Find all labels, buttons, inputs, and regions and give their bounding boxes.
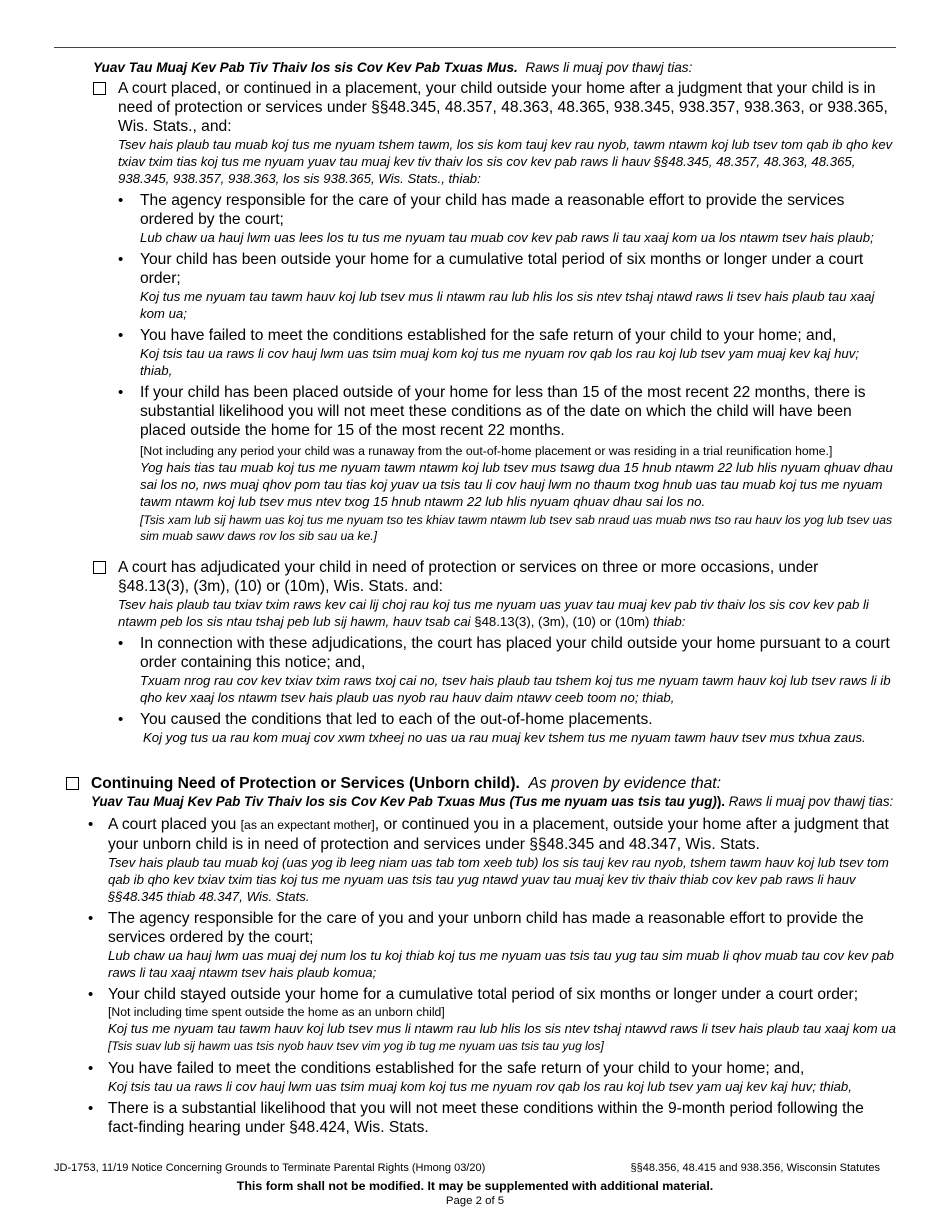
option-unborn-child xyxy=(66,774,896,811)
bullet-icon: • xyxy=(118,635,124,652)
form-id: JD-1753, 11/19 Notice Concerning Grounds to Terminate Parental Rights (Hmong 03/20) xyxy=(54,1162,486,1174)
bullet-icon: • xyxy=(118,251,124,268)
bullet-icon: • xyxy=(118,711,124,728)
list-item: • In connection with these adjudications, the court has placed your child outside your home pursuant to a court order containing this notice; and, Txuam nrog rau cov kev txiav txim raws txoj cai no, tsev hais plaub tau tshem koj tus me nyuam tawm hauv koj lub tsev raws li ib qho kev xaaj los ntawm tsev hais plaub uas nyob rau hauv daim ntawv ceeb toom no; thiab, xyxy=(118,635,891,705)
note: [Not including time spent outside the home as an unborn child] xyxy=(108,1005,445,1019)
option-placement-judgment xyxy=(93,79,893,544)
statutes: §§48.356, 48.415 and 938.356, Wisconsin Statutes xyxy=(630,1162,880,1174)
option-three-adjudications xyxy=(93,558,893,746)
top-divider xyxy=(54,47,896,48)
list-item: • You have failed to meet the conditions established for the safe return of your child to your home; and, Koj tsis tau ua raws li cov hauj lwm uas tsim muaj kom koj tus me nyuam rov qab los rau koj lub tsev yam uaj kev kaj huv; thiab, xyxy=(88,1060,852,1094)
list-item: • There is a substantial likelihood that you will not meet these conditions within the 9-month period following the fact-finding hearing under §48.424, Wis. Stats. xyxy=(88,1100,864,1136)
note-hmong: [Tsis xam lub sij hawm uas koj tus me nyuam tso tes khiav tawm ntawm lub tsev sab nraud uas muab nws tso rau hauv los yog lub tsev uas sim muab sawv daws rov los sib sau ua ke.] xyxy=(140,513,893,543)
bullet-icon: • xyxy=(118,192,124,209)
list-item: • If your child has been placed outside of your home for less than 15 of the most recent 22 months, there is substantial likelihood you will not meet these conditions as of the date on which the child will have been placed outside the home for 15 of the most recent 22 months. [Not including any period your child was a runaway from the out-of-home placement or was residing in a trial reunification home.] Yog hais tias tau muab koj tus me nyuam tawm ntawm koj lub tsev mus tsawg dua 15 hnub ntawm 22 lub hlis nyuam qhuav dhau sai los no, nws muaj qhov pom tau tias koj yuav ua tsis tau li cov hauj lwm no thaum txog hnub uas tau muab koj tus me nyuam tawm ntawm koj lub tsev mus ntev txog 15 hnub ntawm 22 lub hlis nyuam qhuav dhau sai los no. [Tsis xam lub sij hawm uas koj tus me nyuam tso tes khiav tawm ntawm lub tsev sab nraud uas muab nws tso rau hauv los yog lub tsev uas sim muab sawv daws rov los sib sau ua ke.] xyxy=(118,384,893,543)
list-item: • A court placed you [as an expectant mother], or continued you in a placement, outside your home after a judgment that your unborn child is in need of protection and services under §§48.345 and 48.347, Wis. Stats. Tsev hais plaub tau muab koj (uas yog ib leeg niam uas tab tom xeeb tub) los sis tauj kev rau nyob, tshem tawm hauv koj lub tsev tom qab ib qho kev txiav txim tias koj tus me nyuam uas tsis tau yug ntawd yuav tau muaj kev tiv thaiv thiab cov kev pab raws li hauv §§48.345 thiab 48.347, Wis. Stats. xyxy=(88,816,889,904)
note: [Not including any period your child was a runaway from the out-of-home placement or was residing in a trial reunification home.] xyxy=(140,444,833,458)
list-item: • Your child has been outside your home for a cumulative total period of six months or longer under a court order; Koj tus me nyuam tau tawm hauv koj lub tsev mus li ntawm rau lub hlis los sis ntev tshaj ntawd raws li tsev hais plaub tau xaaj kom ua; xyxy=(118,251,875,321)
list-item: • Your child stayed outside your home for a cumulative total period of six months or longer under a court order; [Not including time spent outside the home as an unborn child] Koj tus me nyuam tau tawm hauv koj lub tsev mus li ntawm rau lub hlis los sis ntev tshaj ntawvd raws li tsev hais plaub tau xaaj kom ua [Tsis suav lub sij hawm uas tsis nyob hauv tsev vim yog ib tug me nyuam uas tsis tau yug los] xyxy=(88,986,896,1053)
list-item: • You have failed to meet the conditions established for the safe return of your child to your home; and, Koj tsis tau ua raws li cov hauj lwm uas tsim muaj kom koj tus me nyuam rov qab los rau koj lub tsev yam muaj kev kaj huv; thiab, xyxy=(118,327,859,378)
bullet-icon: • xyxy=(88,986,94,1003)
section-heading-rest: Raws li muaj pov thawj tias: xyxy=(525,60,693,75)
section-continuing-need xyxy=(93,59,893,746)
option-text: A court placed, or continued in a placement, your child outside your home after a judgment that your child is in need of protection or services under §§48.345, 48.357, 48.363, 48.365, 938.345, 938.357, 938.363, or 938.365, Wis. Stats., and: xyxy=(118,80,888,135)
bullet-icon: • xyxy=(88,816,94,833)
bullet-icon: • xyxy=(88,1060,94,1077)
placement-judgment-checkbox[interactable] xyxy=(93,82,106,95)
list-item: • The agency responsible for the care of you and your unborn child has made a reasonable effort to provide the services ordered by the court; Lub chaw ua hauj lwm uas muaj dej num los tu koj thiab koj tus me nyuam uas tsis tau yug tau sim muab li qhov muab tau cov kev pab raws li tau xaaj ntawm tsev hais plaub komua; xyxy=(88,910,894,980)
list-item: • You caused the conditions that led to each of the out-of-home placements. Koj yog tus ua rau kom muaj cov xwm txheej no uas ua rau muaj kev tshem tus me nyuam tawm hauv tsev mus txhua zaus. xyxy=(118,711,866,745)
unborn-title: Continuing Need of Protection or Services (Unborn child). As proven by evidence that: xyxy=(91,775,721,792)
bullet-icon: • xyxy=(88,1100,94,1117)
three-adjudications-checkbox[interactable] xyxy=(93,561,106,574)
bullet-icon: • xyxy=(118,384,124,401)
section-heading xyxy=(93,59,893,77)
list-item: • The agency responsible for the care of your child has made a reasonable effort to provide the services ordered by the court; Lub chaw ua hauj lwm uas lees los tu tus me nyuam tau muab cov kev pab raws li tau xaaj kom ua los ntawm tsev hais plaub; xyxy=(118,192,874,245)
unborn-hmong-title: Yuav Tau Muaj Kev Pab Tiv Thaiv los sis Cov Kev Pab Txuas Mus (Tus me nyuam uas tsis tau yug)). Raws li muaj pov thawj tias: xyxy=(91,794,894,809)
option-text: A court has adjudicated your child in need of protection or services on three or more occasions, under §48.13(3), (3m), (10) or (10m), Wis. Stats. and: xyxy=(118,559,819,595)
bullet-icon: • xyxy=(118,327,124,344)
unborn-child-checkbox[interactable] xyxy=(66,777,79,790)
modification-notice: This form shall not be modified. It may be supplemented with additional material. xyxy=(236,1179,714,1193)
bullet-icon: • xyxy=(88,910,94,927)
section-heading-bold: Yuav Tau Muaj Kev Pab Tiv Thaiv los sis Cov Kev Pab Txuas Mus. xyxy=(93,60,518,75)
page-number: Page 2 of 5 xyxy=(445,1195,505,1207)
option-hmong: Tsev hais plaub tau muab koj tus me nyuam tshem tawm, los sis kom tauj kev rau nyob, tawm ntawm koj lub tsev tom qab ib qho kev txiav txim tias koj tus me nyuam yuav tau muaj kev tiv thaiv los sis cov kev pab raws li hauv §§48.345, 48.357, 48.363, 48.365, 938.345, 938.357, 938.363, los sis 938.365, Wis. Stats., thiab: xyxy=(118,137,893,186)
note-hmong: [Tsis suav lub sij hawm uas tsis nyob hauv tsev vim yog ib tug me nyuam uas tsis tau yug los] xyxy=(108,1039,604,1053)
section-unborn-child xyxy=(66,772,896,1137)
option-hmong: Tsev hais plaub tau txiav txim raws kev cai lij choj rau koj tus me nyuam uas yuav tau muaj kev pab tiv thaiv los sis cov kev pab li ntawm peb los sis ntau tshaj peb lub sij hawm, hauv tsab cai §48.13(3), (3m), (10) or (10m) thiab: xyxy=(118,597,869,629)
